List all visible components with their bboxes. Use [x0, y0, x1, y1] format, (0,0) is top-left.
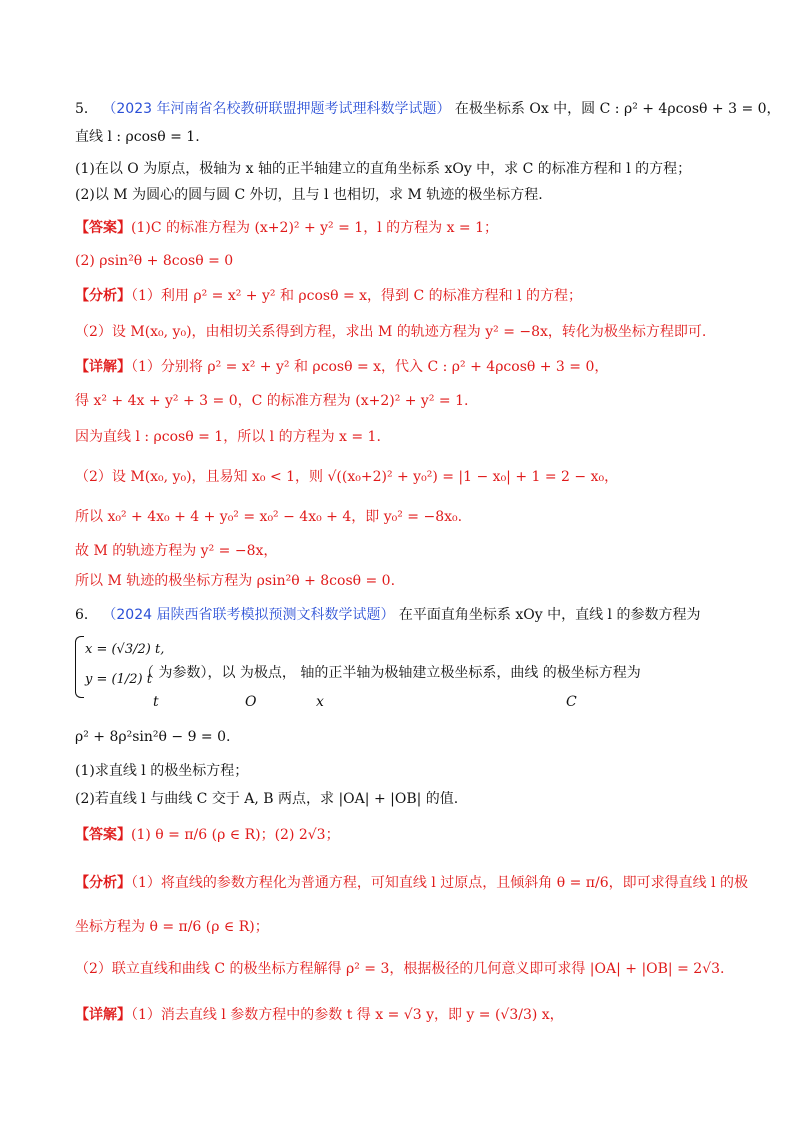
problem-6-analysis-2: （2）联立直线和曲线 C 的极坐标方程解得 ρ² = 3，根据极径的几何意义即可求得 |OA| + |OB| = 2√3. [75, 961, 725, 977]
problem-5-detail-6: 故 M 的轨迹方程为 y² = −8x， [75, 543, 278, 559]
detail-tag: 【详解】 [75, 1007, 131, 1023]
parametric-y: y = (1/2) t [85, 672, 152, 687]
problem-5-analysis-2: （2）设 M(x₀, y₀)，由相切关系得到方程，求出 M 的轨迹方程为 y² = −8x，转化为极坐标方程即可. [75, 324, 707, 340]
problem-5-answer [75, 217, 740, 239]
problem-5-heading [75, 98, 781, 120]
parametric-equations [75, 636, 165, 700]
detail-text: （1）消去直线 l 参数方程中的参数 t 得 x = √3 y，即 y = (√3/3) x， [131, 1007, 564, 1023]
problem-5-detail-7: 所以 M 轨迹的极坐标方程为 ρsin²θ + 8cosθ = 0. [75, 573, 396, 589]
problem-6-analysis-1 [75, 872, 748, 894]
symbol-t: t [153, 694, 159, 710]
problem-6-heading [75, 604, 740, 626]
problem-5-question-2: (2)以 M 为圆心的圆与圆 C 外切，且与 l 也相切，求 M 轨迹的极坐标方程. [75, 187, 543, 203]
problem-intro: 在平面直角坐标系 xOy 中，直线 l 的参数方程为 [398, 607, 701, 623]
problem-5-answer-2: (2) ρsin²θ + 8cosθ = 0 [75, 253, 234, 269]
problem-source: （2023 年河南省名校教研联盟押题考试理科数学试题） [102, 101, 451, 117]
problem-5-detail-4: （2）设 M(x₀, y₀)，且易知 x₀ < 1，则 √((x₀+2)² + y₀²) = |1 − x₀| + 1 = 2 − x₀， [75, 469, 619, 485]
problem-5-line: 直线 l : ρcosθ = 1. [75, 129, 200, 145]
problem-6-question-1: (1)求直线 l 的极坐标方程； [75, 763, 249, 779]
problem-source: （2024 届陕西省联考模拟预测文科数学试题） [102, 607, 395, 623]
answer-tag: 【答案】 [75, 220, 131, 236]
parametric-x: x = (√3/2) t, [85, 642, 165, 657]
problem-5-analysis-1 [75, 285, 740, 307]
problem-5-detail-2: 得 x² + 4x + y² + 3 = 0，C 的标准方程为 (x+2)² + y² = 1. [75, 393, 469, 409]
answer-text: (1) θ = π/6 (ρ ∈ R)；(2) 2√3； [131, 827, 340, 843]
detail-tag: 【详解】 [75, 359, 131, 375]
symbol-C: C [566, 694, 577, 710]
analysis-text: （1）利用 ρ² = x² + y² 和 ρcosθ = x，得到 C 的标准方程和 l 的方程； [131, 288, 583, 304]
problem-6-question-2: (2)若直线 l 与曲线 C 交于 A, B 两点，求 |OA| + |OB| 的值. [75, 791, 459, 807]
brace [75, 636, 84, 698]
problem-intro: 在极坐标系 Ox 中，圆 C : ρ² + 4ρcosθ + 3 = 0， [454, 101, 781, 117]
symbol-x: x [316, 694, 324, 710]
problem-6-detail-1 [75, 1004, 740, 1026]
symbol-O: O [245, 694, 257, 710]
problem-6-answer [75, 824, 740, 846]
detail-text: （1）分别将 ρ² = x² + y² 和 ρcosθ = x，代入 C : ρ² + 4ρcosθ + 3 = 0， [131, 359, 609, 375]
problem-6-analysis-1b: 坐标方程为 θ = π/6 (ρ ∈ R)； [75, 919, 269, 935]
analysis-text: （1）将直线的参数方程化为普通方程，可知直线 l 过原点，且倾斜角 θ = π/6，即可求得直线 l 的极 [131, 875, 748, 891]
problem-5-detail-5: 所以 x₀² + 4x₀ + 4 + y₀² = x₀² − 4x₀ + 4，即 y₀² = −8x₀. [75, 509, 463, 525]
problem-6-after-cases: （ 为参数），以 为极点， 轴的正半轴为极轴建立极坐标系，曲线 的极坐标方程为 [140, 665, 641, 681]
problem-5-question-1: (1)在以 O 为原点，极轴为 x 轴的正半轴建立的直角坐标系 xOy 中，求 C 的标准方程和 l 的方程； [75, 161, 692, 177]
answer-tag: 【答案】 [75, 827, 131, 843]
problem-5-detail-3: 因为直线 l : ρcosθ = 1，所以 l 的方程为 x = 1. [75, 429, 381, 445]
curve-equation: ρ² + 8ρ²sin²θ − 9 = 0. [75, 729, 231, 745]
problem-number: 5． [75, 101, 98, 117]
problem-number: 6． [75, 607, 98, 623]
problem-5-detail-1 [75, 356, 740, 378]
answer-part-1: (1)C 的标准方程为 (x+2)² + y² = 1，l 的方程为 x = 1； [131, 220, 499, 236]
analysis-tag: 【分析】 [75, 288, 131, 304]
analysis-tag: 【分析】 [75, 875, 131, 891]
